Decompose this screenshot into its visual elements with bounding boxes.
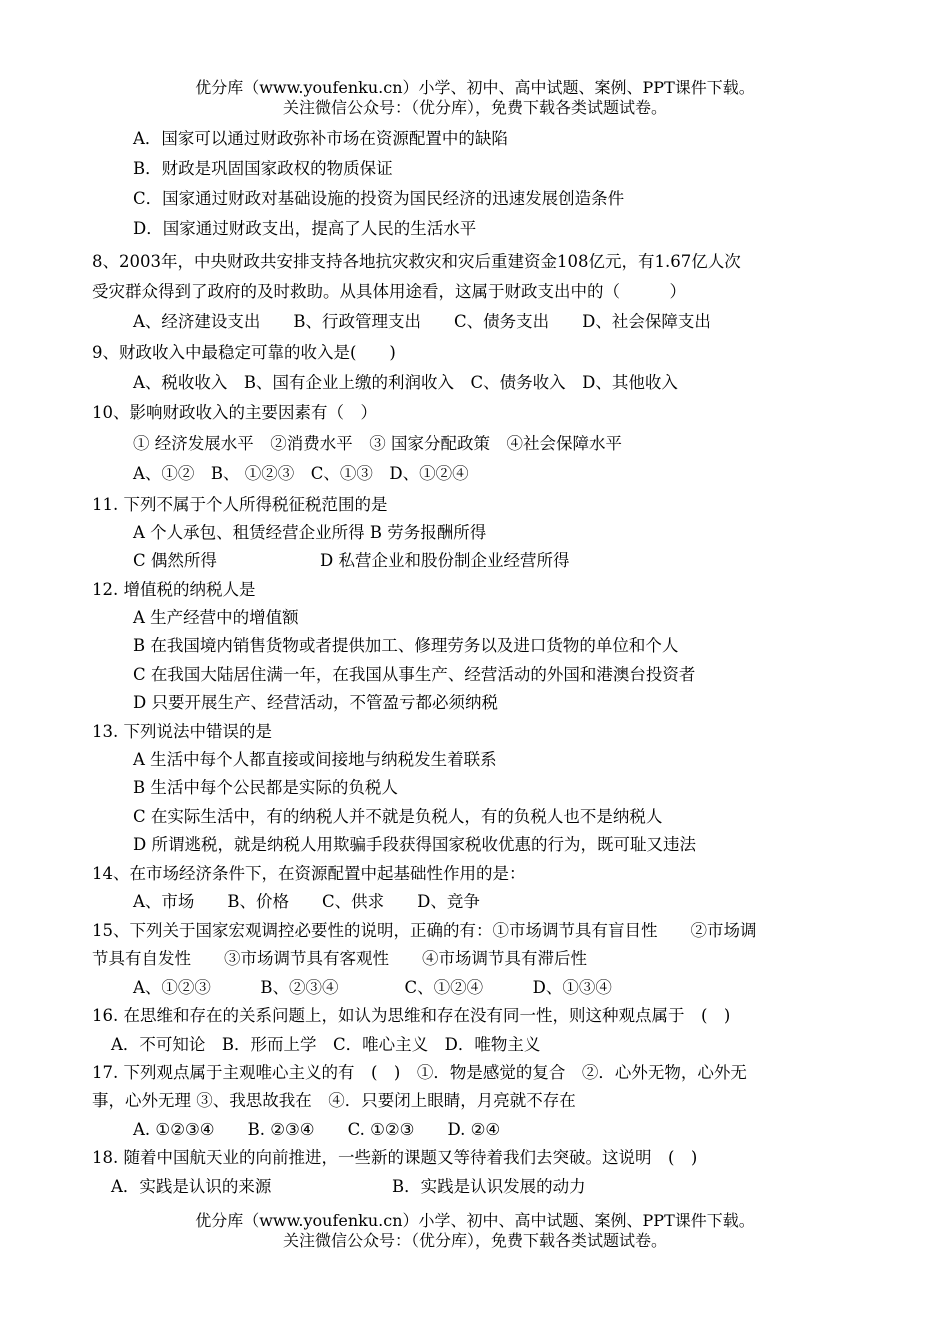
q10-items: ① 经济发展水平 ②消费水平 ③ 国家分配政策 ④社会保障水平 xyxy=(133,434,622,453)
q12-text: 12. 增值税的纳税人是 xyxy=(92,580,256,599)
q13-option-c: C 在实际生活中，有的纳税人并不就是负税人，有的负税人也不是纳税人 xyxy=(133,807,663,826)
q18-option-b: B．实践是认识发展的动力 xyxy=(392,1177,586,1196)
q18-text: 18. 随着中国航天业的向前推进，一些新的课题又等待着我们去突破。这说明 ( ) xyxy=(92,1148,698,1167)
q13-option-d: D 所谓逃税，就是纳税人用欺骗手段获得国家税收优惠的行为，既可耻又违法 xyxy=(133,835,696,854)
q7-option-c: C．国家通过财政对基础设施的投资为国民经济的迅速发展创造条件 xyxy=(133,189,625,208)
q15-text-2: 节具有自发性 ③市场调节具有客观性 ④市场调节具有滞后性 xyxy=(92,949,587,968)
q7-option-d: D．国家通过财政支出，提高了人民的生活水平 xyxy=(133,219,477,238)
header-line-2: 关注微信公众号：（优分库），免费下载各类试题试卷。 xyxy=(282,98,667,117)
q15-text-1: 15、下列关于国家宏观调控必要性的说明，正确的有：①市场调节具有盲目性 ②市场调 xyxy=(92,921,757,940)
q11-text: 11. 下列不属于个人所得税征税范围的是 xyxy=(92,495,388,514)
q8-text-2: 受灾群众得到了政府的及时救助。从具体用途看，这属于财政支出中的（ ） xyxy=(92,282,686,301)
q18-option-a: A．实践是认识的来源 xyxy=(111,1177,272,1196)
footer-line-2: 关注微信公众号：（优分库），免费下载各类试题试卷。 xyxy=(282,1231,667,1250)
q13-option-a: A 生活中每个人都直接或间接地与纳税发生着联系 xyxy=(133,750,497,769)
q9-options: A、税收收入 B、国有企业上缴的利润收入 C、债务收入 D、其他收入 xyxy=(133,373,678,392)
q13-option-b: B 生活中每个公民都是实际的负税人 xyxy=(133,778,398,797)
q10-options: A、①② B、 ①②③ C、①③ D、①②④ xyxy=(133,464,469,483)
q7-option-b: B．财政是巩固国家政权的物质保证 xyxy=(133,159,393,178)
q14-options: A、市场 B、价格 C、供求 D、竞争 xyxy=(133,892,480,911)
footer-line-1: 优分库（www.youfenku.cn）小学、初中、高中试题、案例、PPT课件下载。 xyxy=(195,1211,755,1230)
q7-option-a: A．国家可以通过财政弥补市场在资源配置中的缺陷 xyxy=(133,129,508,148)
q12-option-c: C 在我国大陆居住满一年，在我国从事生产、经营活动的外国和港澳台投资者 xyxy=(133,665,696,684)
q17-text-1: 17. 下列观点属于主观唯心主义的有 ( ) ①．物是感觉的复合 ②．心外无物，心外无 xyxy=(92,1063,747,1082)
header-line-1: 优分库（www.youfenku.cn）小学、初中、高中试题、案例、PPT课件下载。 xyxy=(195,78,755,97)
q17-options: A. ①②③④ B. ②③④ C. ①②③ D. ②④ xyxy=(133,1120,501,1139)
q17-text-2: 事，心外无理 ③、我思故我在 ④．只要闭上眼睛，月亮就不存在 xyxy=(92,1091,576,1110)
q9-text: 9、财政收入中最稳定可靠的收入是( ) xyxy=(92,343,396,362)
q16-options: A．不可知论 B．形而上学 C．唯心主义 D．唯物主义 xyxy=(111,1035,541,1054)
q15-options: A、①②③ B、②③④ C、①②④ D、①③④ xyxy=(133,978,612,997)
q12-option-b: B 在我国境内销售货物或者提供加工、修理劳务以及进口货物的单位和个人 xyxy=(133,636,679,655)
q10-text: 10、影响财政收入的主要因素有（ ） xyxy=(92,403,377,422)
q8-options: A、经济建设支出 B、行政管理支出 C、债务支出 D、社会保障支出 xyxy=(133,312,711,331)
q16-text: 16. 在思维和存在的关系问题上，如认为思维和存在没有同一性，则这种观点属于 ( ) xyxy=(92,1006,731,1025)
q14-text: 14、在市场经济条件下，在资源配置中起基础性作用的是： xyxy=(92,864,526,883)
q13-text: 13. 下列说法中错误的是 xyxy=(92,722,272,741)
q8-text-1: 8、2003年，中央财政共安排支持各地抗灾救灾和灾后重建资金108亿元，有1.67亿人次 xyxy=(92,252,741,271)
q11-options-ab: A 个人承包、租赁经营企业所得 B 劳务报酬所得 xyxy=(133,523,487,542)
q11-option-c: C 偶然所得 xyxy=(133,551,217,570)
q12-option-d: D 只要开展生产、经营活动，不管盈亏都必须纳税 xyxy=(133,693,498,712)
q12-option-a: A 生产经营中的增值额 xyxy=(133,608,299,627)
q11-option-d: D 私营企业和股份制企业经营所得 xyxy=(320,551,570,570)
